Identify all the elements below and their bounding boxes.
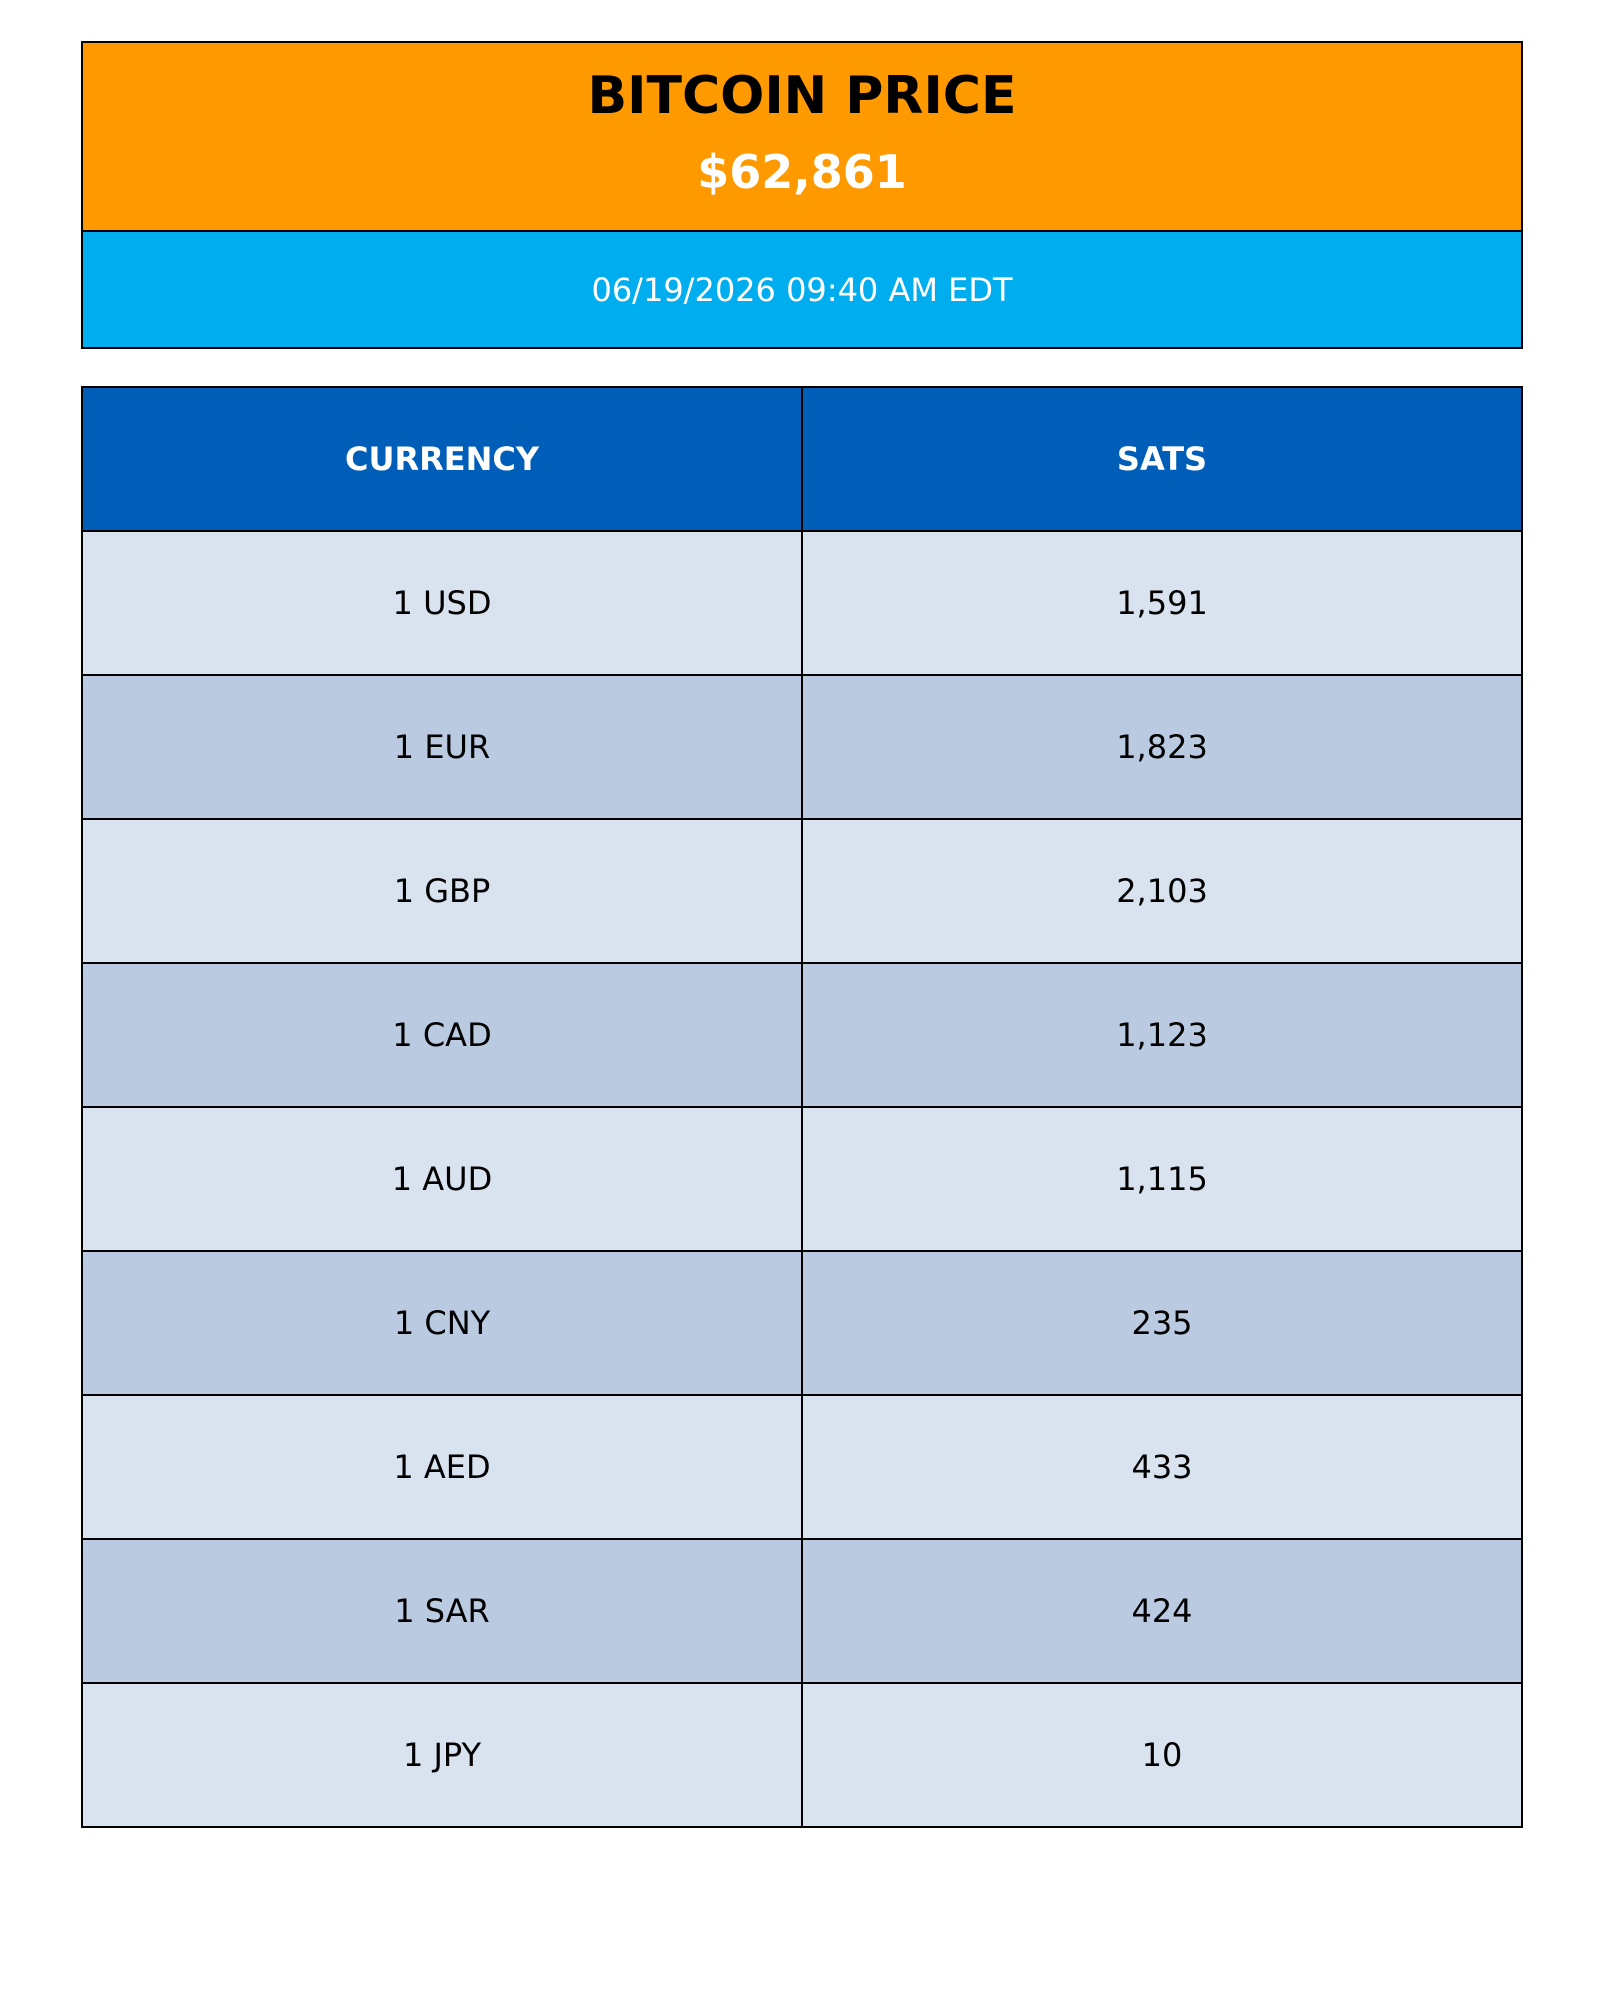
table-row bbox=[82, 1683, 1522, 1827]
sats-cell: 10 bbox=[802, 1683, 1522, 1827]
bitcoin-price: $62,861 bbox=[697, 145, 907, 199]
currency-cell: 1 GBP bbox=[82, 819, 802, 963]
table-row bbox=[82, 1395, 1522, 1539]
currency-cell: 1 AED bbox=[82, 1395, 802, 1539]
sats-cell: 235 bbox=[802, 1251, 1522, 1395]
table-row bbox=[82, 819, 1522, 963]
sats-cell: 424 bbox=[802, 1539, 1522, 1683]
timestamp-bar bbox=[81, 230, 1523, 349]
column-header-sats: SATS bbox=[802, 387, 1522, 531]
sats-cell: 1,123 bbox=[802, 963, 1522, 1107]
currency-cell: 1 JPY bbox=[82, 1683, 802, 1827]
currency-cell: 1 CNY bbox=[82, 1251, 802, 1395]
sats-cell: 433 bbox=[802, 1395, 1522, 1539]
page-title: BITCOIN PRICE bbox=[587, 66, 1017, 126]
column-header-currency: CURRENCY bbox=[82, 387, 802, 531]
sats-cell: 1,115 bbox=[802, 1107, 1522, 1251]
currency-cell: 1 CAD bbox=[82, 963, 802, 1107]
currency-cell: 1 AUD bbox=[82, 1107, 802, 1251]
price-header bbox=[81, 41, 1523, 232]
table-row bbox=[82, 1539, 1522, 1683]
currency-cell: 1 SAR bbox=[82, 1539, 802, 1683]
table-row bbox=[82, 675, 1522, 819]
sats-cell: 1,823 bbox=[802, 675, 1522, 819]
sats-cell: 2,103 bbox=[802, 819, 1522, 963]
table-row bbox=[82, 1107, 1522, 1251]
table-row bbox=[82, 1251, 1522, 1395]
currency-cell: 1 USD bbox=[82, 531, 802, 675]
currency-cell: 1 EUR bbox=[82, 675, 802, 819]
sats-table bbox=[81, 386, 1523, 1828]
table-row bbox=[82, 531, 1522, 675]
timestamp: 06/19/2026 09:40 AM EDT bbox=[591, 270, 1013, 309]
table-row bbox=[82, 963, 1522, 1107]
sats-cell: 1,591 bbox=[802, 531, 1522, 675]
table-header-row bbox=[82, 387, 1522, 531]
